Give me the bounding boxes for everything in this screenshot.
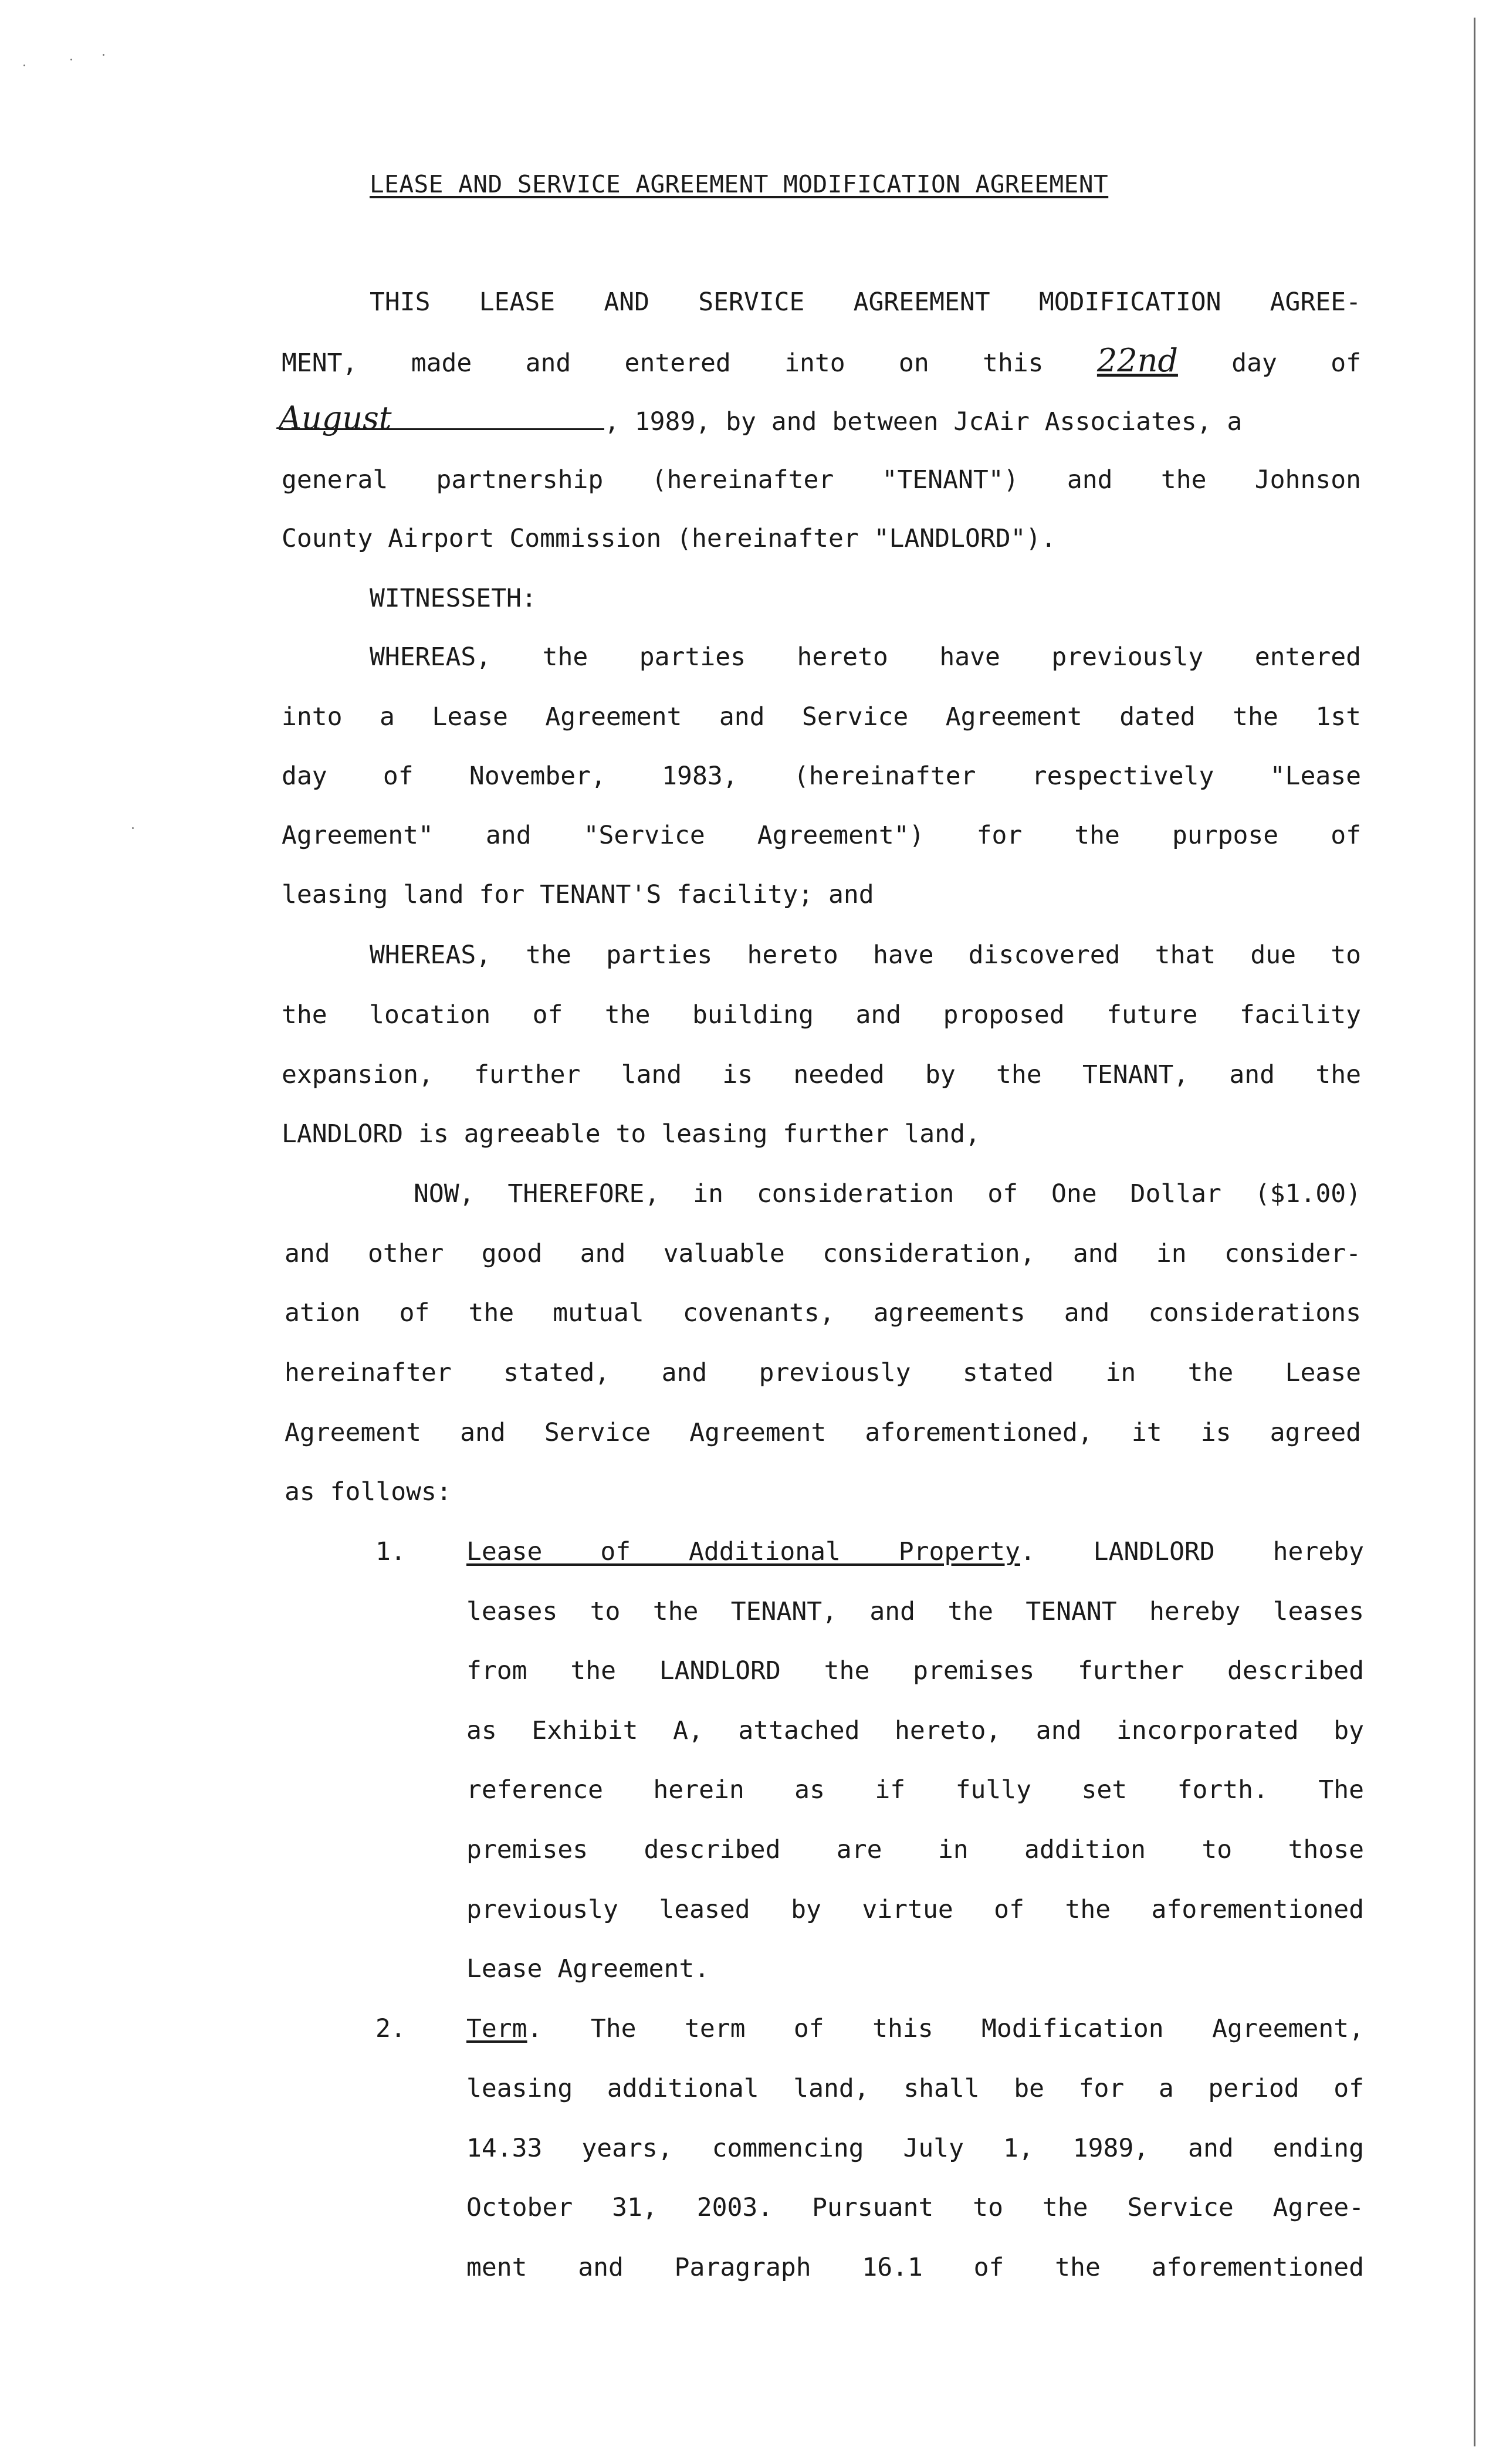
whereas1-line-3: day of November, 1983, (hereinafter respectively "Lease [282, 761, 1361, 791]
preamble-line-4: general partnership (hereinafter "TENANT") and the Johnson [282, 465, 1361, 495]
whereas1-line-2: into a Lease Agreement and Service Agreement dated the 1st [282, 702, 1361, 732]
therefore-line-4: hereinafter stated, and previously stated in the Lease [285, 1358, 1361, 1387]
section-1-line: Lease Agreement. [466, 1954, 710, 1984]
section-2-line: leasing additional land, shall be for a period of [466, 2074, 1364, 2103]
section-1-line: reference herein as if fully set forth. The [466, 1775, 1364, 1805]
section-2-line: ment and Paragraph 16.1 of the aforementioned [466, 2253, 1364, 2282]
whereas1-line-5: leasing land for TENANT'S facility; and [282, 880, 874, 909]
section-1-line: leases to the TENANT, and the TENANT hereby leases [466, 1597, 1364, 1626]
therefore-line-5: Agreement and Service Agreement aforementioned, it is agreed [285, 1418, 1361, 1447]
therefore-line-1: NOW, THEREFORE, in consideration of One Dollar ($1.00) [414, 1179, 1361, 1209]
section-2-first-rest: . The term of this Modification Agreement, [527, 2014, 1364, 2043]
therefore-line-3: ation of the mutual covenants, agreements and considerations [285, 1298, 1361, 1328]
whereas2-line-2: the location of the building and proposed future facility [282, 1000, 1361, 1030]
month-blank [279, 400, 604, 436]
therefore-line-6: as follows: [285, 1477, 452, 1507]
whereas2-line-4: LANDLORD is agreeable to leasing further land, [282, 1119, 980, 1149]
section-1-line: premises described are in addition to those [466, 1835, 1364, 1864]
therefore-line-2: and other good and valuable consideration, and in consider- [285, 1239, 1361, 1268]
right-margin-rule [1474, 18, 1475, 2446]
preamble-line-3 [279, 400, 1361, 436]
document-title: LEASE AND SERVICE AGREEMENT MODIFICATION AGREEMENT [370, 170, 1109, 198]
section-2-number: 2. [375, 2014, 406, 2043]
whereas1-line-4: Agreement" and "Service Agreement") for the purpose of [282, 821, 1361, 850]
witnesseth-heading: WITNESSETH: [370, 584, 537, 613]
section-1-line: from the LANDLORD the premises further described [466, 1656, 1364, 1685]
section-1-first-rest: . LANDLORD hereby [1020, 1537, 1364, 1566]
section-1-line: as Exhibit A, attached hereto, and incorporated by [466, 1716, 1364, 1745]
whereas2-line-1: WHEREAS, the parties hereto have discovered that due to [370, 940, 1361, 970]
whereas2-line-3: expansion, further land is needed by the TENANT, and the [282, 1060, 1361, 1089]
preamble-line-1: THIS LEASE AND SERVICE AGREEMENT MODIFICATION AGREE- [370, 287, 1361, 317]
handwritten-day: 22nd [1096, 342, 1178, 379]
section-2-heading: Term [466, 2014, 527, 2043]
section-1-line: previously leased by virtue of the aforementioned [466, 1895, 1364, 1924]
preamble-line-3-text: , 1989, by and between JcAir Associates, a [604, 407, 1243, 436]
whereas1-line-1: WHEREAS, the parties hereto have previously entered [370, 642, 1361, 672]
section-1-number: 1. [375, 1537, 406, 1566]
scan-speck [70, 59, 72, 60]
preamble-line-2-text-b: day of [1231, 348, 1362, 378]
handwritten-month: August [279, 400, 392, 436]
scan-speck [23, 65, 25, 66]
preamble-line-2 [282, 342, 1362, 379]
scan-speck [132, 827, 134, 829]
scan-speck [103, 54, 104, 56]
section-2-first-line [466, 2014, 1364, 2043]
preamble-line-2-text-a: MENT, made and entered into on this [282, 348, 1044, 378]
section-2-line: October 31, 2003. Pursuant to the Service Agree- [466, 2193, 1364, 2222]
preamble-line-5: County Airport Commission (hereinafter "LANDLORD"). [282, 524, 1057, 553]
section-1-heading: Lease of Additional Property [466, 1537, 1020, 1566]
section-1-first-line [466, 1537, 1364, 1566]
section-2-line: 14.33 years, commencing July 1, 1989, and ending [466, 2134, 1364, 2163]
